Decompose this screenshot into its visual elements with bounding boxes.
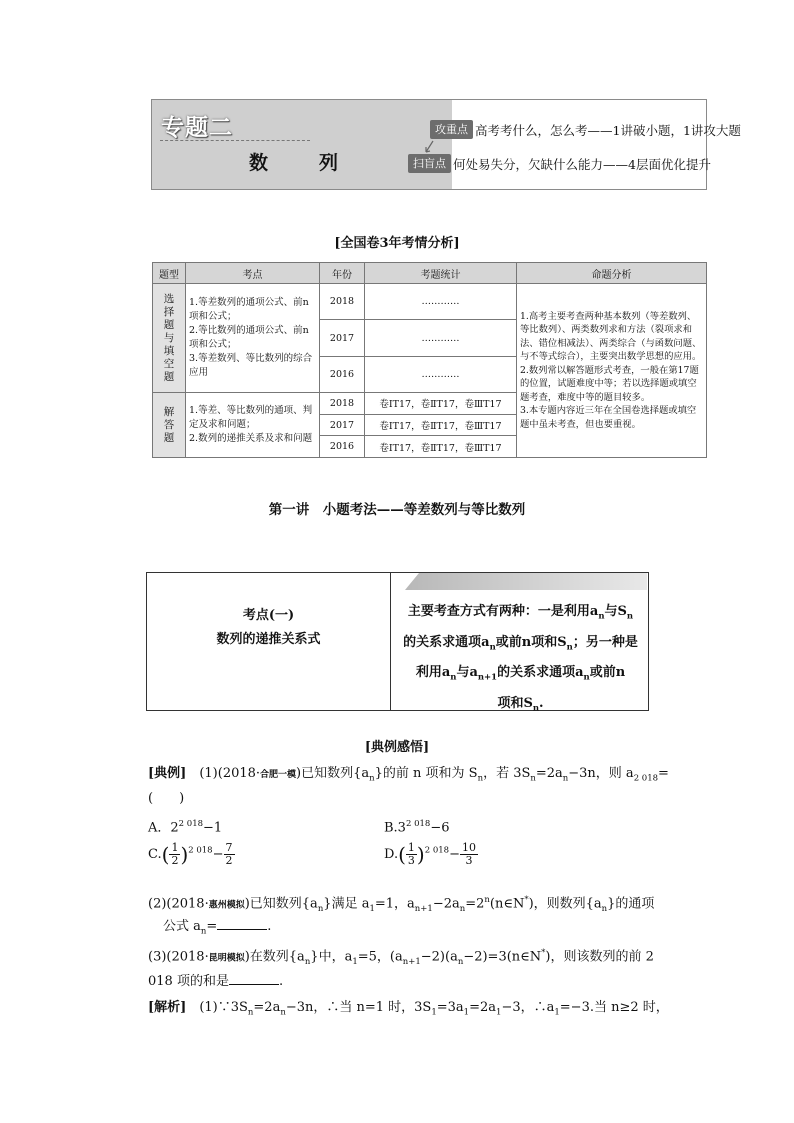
tag-scan-text: 何处易失分，欠缺什么能力——4层面优化提升 [453,157,711,172]
year-cell: 2017 [320,414,365,436]
header-point: 考点 [186,263,320,284]
analysis-table [152,262,707,458]
year-cell: 2016 [320,356,365,392]
point-item: 2.等比数列的通项公式、前n项和公式； [189,325,309,351]
solution-line: [解析] $(1)\because 3S_n=2a_n-3n$，∴当 n=1 时，$3S_1=3a_1=2a_1-3$，$\therefore a_1=-3$.当 n≥2 时， [148,1000,669,1018]
exam-point-description: 主要考查方式有两种：一是利用$a_n$与$S_n$ 的关系求通项$a_n$或前n项和$S_n$；另一种是利用$a_n$与$a_{n+1}$的关系求通项$a_n$或前n 项和$S_n$. [403,604,638,714]
option-a: A．$2^{2 018}-1$ [148,819,223,836]
tag-attack-badge: 攻重点 [430,120,473,139]
tag-attack-text: 高考考什么，怎么考——1讲破小题，1讲攻大题 [475,123,741,138]
header-stats: 考题统计 [365,263,517,284]
answer-paren: ( ) [148,791,185,806]
stat-cell: 卷ⅠT17，卷ⅡT17，卷ⅢT17 [365,436,517,458]
header-year: 年份 [320,263,365,284]
option-d: D.( $\frac{1}{3}$ )$^{2 018}$− $\frac{10}{3}$ [384,841,476,867]
title-divider [160,140,310,141]
type-cell [153,284,186,393]
analysis-item: 3.本专题内容近三年在全国卷选择题或填空题中虽未考查，但也要重视。 [520,405,697,430]
chapter-banner [151,99,741,190]
stat-cell: ………… [365,320,517,356]
question-1: [典例] (1)(2018·合肥一模)已知数列$\{a_n\}$的前 n 项和为 $S_n$，若 $3S_n=2a_n-3n$，则 $a_{2 018}=$ [148,766,669,784]
analysis-cell [517,284,707,458]
type-label: 解答题 [163,405,175,444]
stat-cell: ………… [365,356,517,392]
lecture-title: 第一讲 小题考法——等差数列与等比数列 [268,502,526,518]
type-cell [153,393,186,458]
year-cell: 2016 [320,436,365,458]
exam-point-box [146,572,649,714]
question-2-line-2: 公式 $a_n=$ . [163,919,272,937]
table-header-row [153,263,707,284]
exam-point-name: 数列的递推关系式 [216,632,321,647]
header-type: 题型 [153,263,186,284]
question-3-line-2: 018 项的和是 . [148,974,284,989]
option-b: $B.3^{2 018}-6$ [384,819,450,836]
tag-scan-badge: 扫盲点 [408,154,451,173]
analysis-item: 1.高考主要考查两种基本数列（等差数列、等比数列）、两类数列求和方法（裂项求和法、错位相减法）、两类综合（与函数问题、与不等式综合），主要突出数学思想的应用。 [520,310,702,363]
point-cell [186,393,320,458]
question-3: (3)(2018·昆明模拟)在数列$\{a_n\}$中，$a_1=5$，$(a_{n+1}-2)(a_n-2)=3(n\in N^*)$，则该数列的前 2 [148,948,654,967]
chapter-title: 数 列 [249,152,355,174]
table-row [153,284,707,320]
stat-cell: 卷ⅠT17，卷ⅡT17，卷ⅢT17 [365,414,517,436]
question-2: (2)(2018·惠州模拟)已知数列$\{a_n\}$满足 $a_1=1$，$a_{n+1}-2a_n=2^n(n\in N^*)$，则数列$\{a_n\}$的通项 [148,895,655,914]
section-title: [典例感悟] [364,740,430,755]
stat-cell: 卷ⅠT17，卷ⅡT17，卷ⅢT17 [365,393,517,415]
point-item: 1.等差、等比数列的通项、判定及求和问题； [189,405,313,431]
point-item: 3.等差数列、等比数列的综合应用 [189,353,313,379]
arrow-down-left-icon [424,140,434,154]
point-item: 2.数列的递推关系及求和问题 [189,433,313,445]
point-cell [186,284,320,393]
year-cell: 2018 [320,284,365,320]
type-label: 选择题与填空题 [163,292,175,383]
exam-point-label: 考点(一) [242,608,295,623]
box-divider [390,573,391,710]
analysis-title: [全国卷3年考情分析] [334,236,460,251]
chapter-number: 专题二 [161,115,233,141]
point-item: 1.等差数列的通项公式、前n项和公式； [189,297,309,323]
analysis-item: 2.数列常以解答题形式考查，一般在第17题的位置，试题难度中等；若以选择题或填空题考查，难度中等的题目较多。 [520,364,699,403]
stat-cell: ………… [365,284,517,320]
answer-blank[interactable] [217,917,267,930]
header-analysis: 命题分析 [517,263,707,284]
option-c: C.( $\frac{1}{2}$ )$^{2 018}$− $\frac{7}{2}$ [148,841,233,867]
box-corner-cut [405,573,419,590]
year-cell: 2017 [320,320,365,356]
year-cell: 2018 [320,393,365,415]
box-corner-decoration [405,573,647,590]
answer-blank[interactable] [229,972,279,985]
